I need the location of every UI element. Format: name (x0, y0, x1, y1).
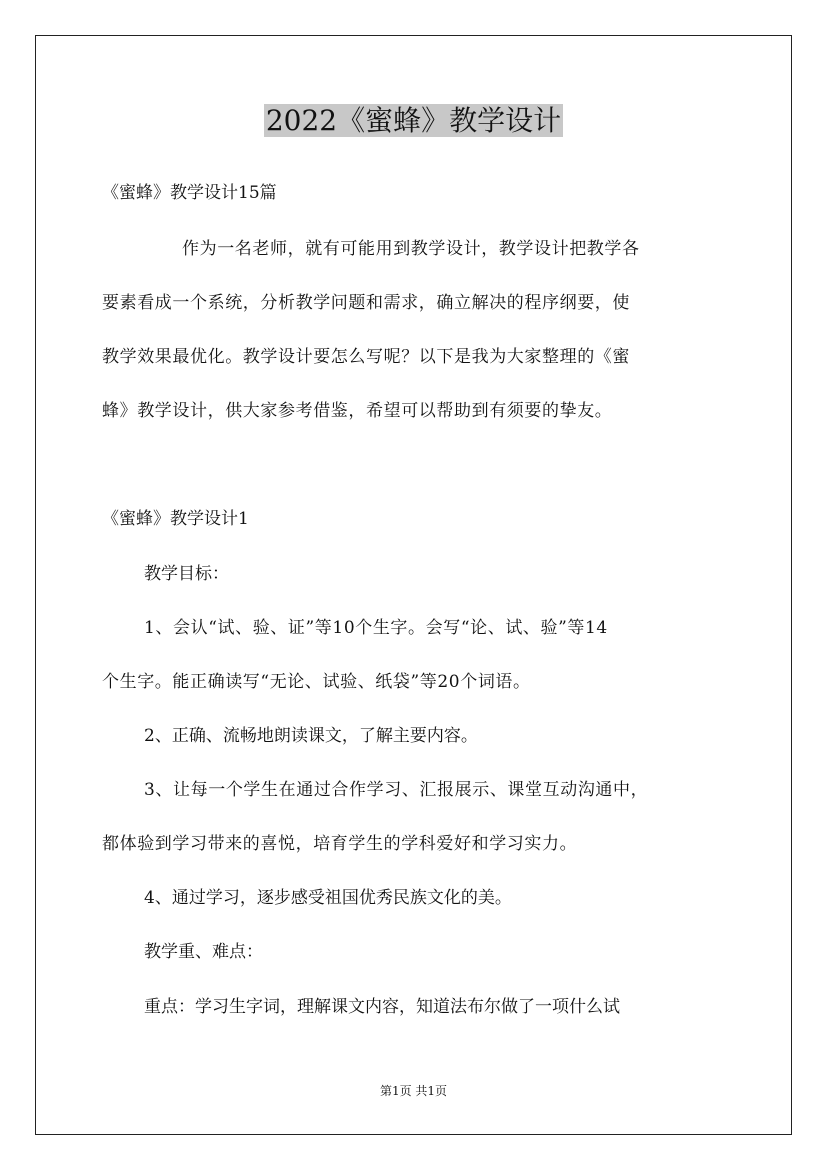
goals-heading: 教学目标： (144, 564, 229, 584)
goal-1-line-1: 1、会认“试、验、证”等10个生字。会写“论、试、验”等14 (144, 618, 608, 638)
goal-3-line-2: 都体验到学习带来的喜悦，培育学生的学科爱好和学习实力。 (102, 834, 578, 854)
intro-line-3: 教学效果最优化。教学设计要怎么写呢？以下是我为大家整理的《蜜 (102, 347, 630, 367)
intro-line-4: 蜂》教学设计，供大家参考借鉴，希望可以帮助到有须要的挚友。 (102, 401, 613, 421)
document-title (0, 101, 827, 141)
goal-4: 4、通过学习，逐步感受祖国优秀民族文化的美。 (144, 888, 512, 908)
goal-3-line-1: 3、让每一个学生在通过合作学习、汇报展示、课堂互动沟通中， (144, 780, 649, 800)
document-subtitle: 《蜜蜂》教学设计15篇 (102, 183, 277, 203)
document-title-text: 2022《蜜蜂》教学设计 (265, 104, 562, 137)
page-footer: 第1页 共1页 (379, 1084, 448, 1098)
goal-1-line-2: 个生字。能正确读写“无论、试验、纸袋”等20个词语。 (102, 672, 531, 692)
intro-line-2: 要素看成一个系统，分析教学问题和需求，确立解决的程序纲要，使 (102, 293, 630, 313)
section-heading: 《蜜蜂》教学设计1 (102, 509, 249, 529)
intro-line-1: 作为一名老师，就有可能用到教学设计，教学设计把教学各 (182, 239, 640, 259)
key-point-text: 重点：学习生字词，理解课文内容，知道法布尔做了一项什么试 (144, 997, 620, 1017)
key-difficulty-heading: 教学重、难点： (144, 942, 263, 962)
goal-2: 2、正确、流畅地朗读课文，了解主要内容。 (144, 726, 478, 746)
